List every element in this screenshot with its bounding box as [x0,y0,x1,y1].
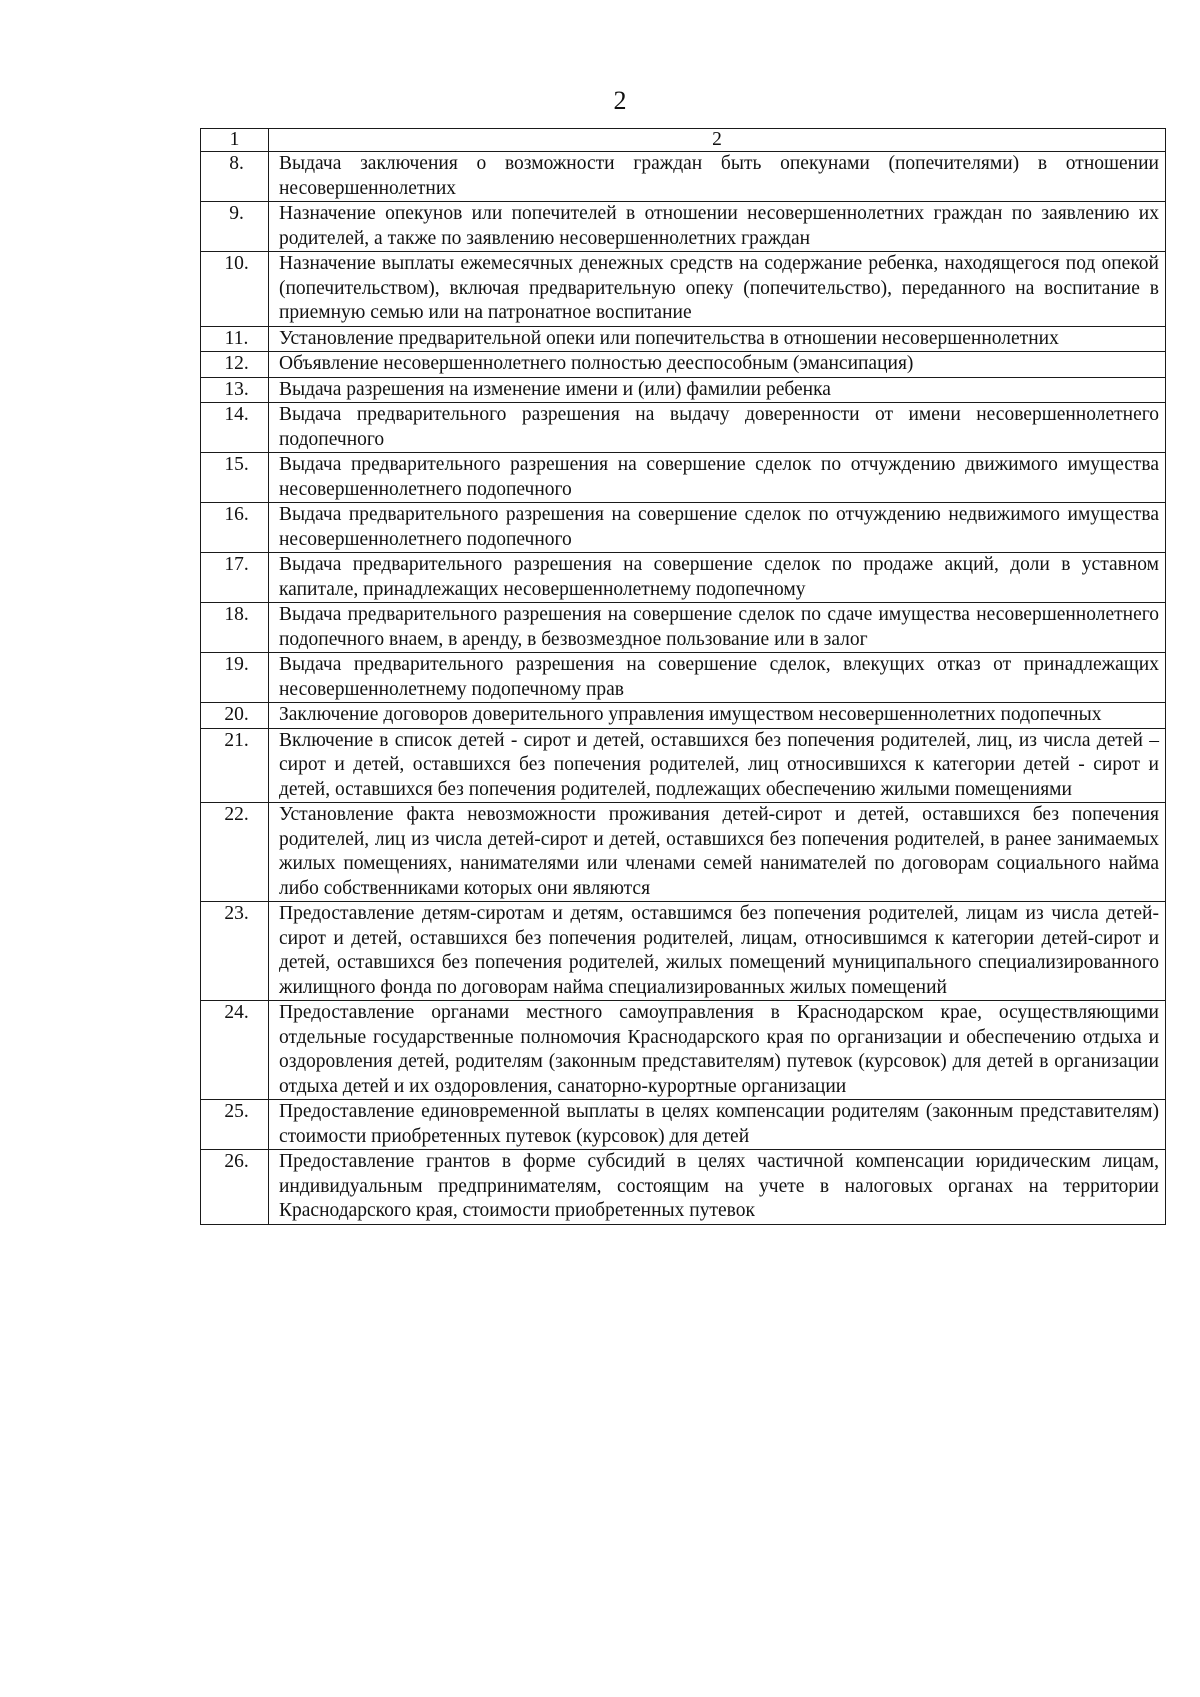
table-header-row [201,129,1166,152]
table-row [201,653,1166,703]
table-row [201,503,1166,553]
service-name: Предоставление грантов в форме субсидий в целях частичной компенсации юридическим лицам, индивидуальным предпринимателям, состоящим на учете в налоговых органах на территории Краснодарского края, стоимости приобретенных путевок [269,1150,1166,1225]
table-row [201,252,1166,327]
service-name: Установление факта невозможности проживания детей-сирот и детей, оставшихся без попечения родителей, лиц из числа детей-сирот и детей, оставшихся без попечения родителей, в ранее занимаемых жилых помещениях, нанимателями или членами семей нанимателей по договорам социального найма либо собственниками которых они являются [269,803,1166,902]
table-row [201,326,1166,352]
table-row [201,603,1166,653]
service-name: Предоставление единовременной выплаты в целях компенсации родителям (законным представителям) стоимости приобретенных путевок (курсовок) для детей [269,1100,1166,1150]
row-number: 15. [201,453,269,503]
table-row [201,803,1166,902]
row-number: 16. [201,503,269,553]
row-number: 22. [201,803,269,902]
table-row [201,1100,1166,1150]
row-number: 26. [201,1150,269,1225]
table-row [201,202,1166,252]
service-name: Назначение опекунов или попечителей в отношении несовершеннолетних граждан по заявлению их родителей, а также по заявлению несовершеннолетних граждан [269,202,1166,252]
service-name: Выдача предварительного разрешения на совершение сделок по сдаче имущества несовершеннолетнего подопечного внаем, в аренду, в безвозмездное пользование или в залог [269,603,1166,653]
row-number: 21. [201,728,269,803]
row-number: 18. [201,603,269,653]
service-name: Выдача предварительного разрешения на совершение сделок по продаже акций, доли в уставном капитале, принадлежащих несовершеннолетнему подопечному [269,553,1166,603]
row-number: 8. [201,152,269,202]
row-number: 19. [201,653,269,703]
row-number: 9. [201,202,269,252]
table-row [201,403,1166,453]
table-row [201,453,1166,503]
table-row [201,703,1166,729]
row-number: 13. [201,377,269,403]
table-row [201,377,1166,403]
table-row [201,902,1166,1001]
service-name: Заключение договоров доверительного управления имуществом несовершеннолетних подопечных [269,703,1166,729]
service-name: Установление предварительной опеки или попечительства в отношении несовершеннолетних [269,326,1166,352]
services-table [200,128,1166,1225]
column-header-name: 2 [269,129,1166,152]
row-number: 12. [201,352,269,378]
row-number: 11. [201,326,269,352]
column-header-number: 1 [201,129,269,152]
table-row [201,1150,1166,1225]
service-name: Объявление несовершеннолетнего полностью дееспособным (эмансипация) [269,352,1166,378]
row-number: 20. [201,703,269,729]
service-name: Выдача предварительного разрешения на совершение сделок по отчуждению движимого имущества несовершеннолетнего подопечного [269,453,1166,503]
service-name: Выдача разрешения на изменение имени и (или) фамилии ребенка [269,377,1166,403]
service-name: Назначение выплаты ежемесячных денежных средств на содержание ребенка, находящегося под опекой (попечительством), включая предварительную опеку (попечительство), переданного на воспитание в приемную семью или на патронатное воспитание [269,252,1166,327]
service-name: Включение в список детей - сирот и детей, оставшихся без попечения родителей, лиц, из числа детей – сирот и детей, оставшихся без попечения родителей, лиц относившихся к категории детей - сирот и детей, оставшихся без попечения родителей, подлежащих обеспечению жилыми помещениями [269,728,1166,803]
row-number: 14. [201,403,269,453]
row-number: 25. [201,1100,269,1150]
service-name: Выдача заключения о возможности граждан быть опекунами (попечителями) в отношении несовершеннолетних [269,152,1166,202]
table-row [201,553,1166,603]
service-name: Выдача предварительного разрешения на совершение сделок по отчуждению недвижимого имущества несовершеннолетнего подопечного [269,503,1166,553]
service-name: Предоставление детям-сиротам и детям, оставшимся без попечения родителей, лицам из числа детей-сирот и детей, оставшихся без попечения родителей, лицам, относившимся к категории детей-сирот и детей, оставшихся без попечения родителей, жилых помещений муниципального специализированного жилищного фонда по договорам найма специализированных жилых помещений [269,902,1166,1001]
table-row [201,728,1166,803]
page-number: 2 [613,86,627,115]
table-row [201,352,1166,378]
row-number: 24. [201,1001,269,1100]
service-name: Выдача предварительного разрешения на выдачу доверенности от имени несовершеннолетнего подопечного [269,403,1166,453]
row-number: 10. [201,252,269,327]
service-name: Предоставление органами местного самоуправления в Краснодарском крае, осуществляющими отдельные государственные полномочия Краснодарского края по организации и обеспечению отдыха и оздоровления детей, родителям (законным представителям) путевок (курсовок) для детей в организации отдыха детей и их оздоровления, санаторно-курортные организации [269,1001,1166,1100]
table-row [201,1001,1166,1100]
row-number: 17. [201,553,269,603]
table-body [201,152,1166,1225]
table-row [201,152,1166,202]
service-name: Выдача предварительного разрешения на совершение сделок, влекущих отказ от принадлежащих несовершеннолетнему подопечному прав [269,653,1166,703]
row-number: 23. [201,902,269,1001]
